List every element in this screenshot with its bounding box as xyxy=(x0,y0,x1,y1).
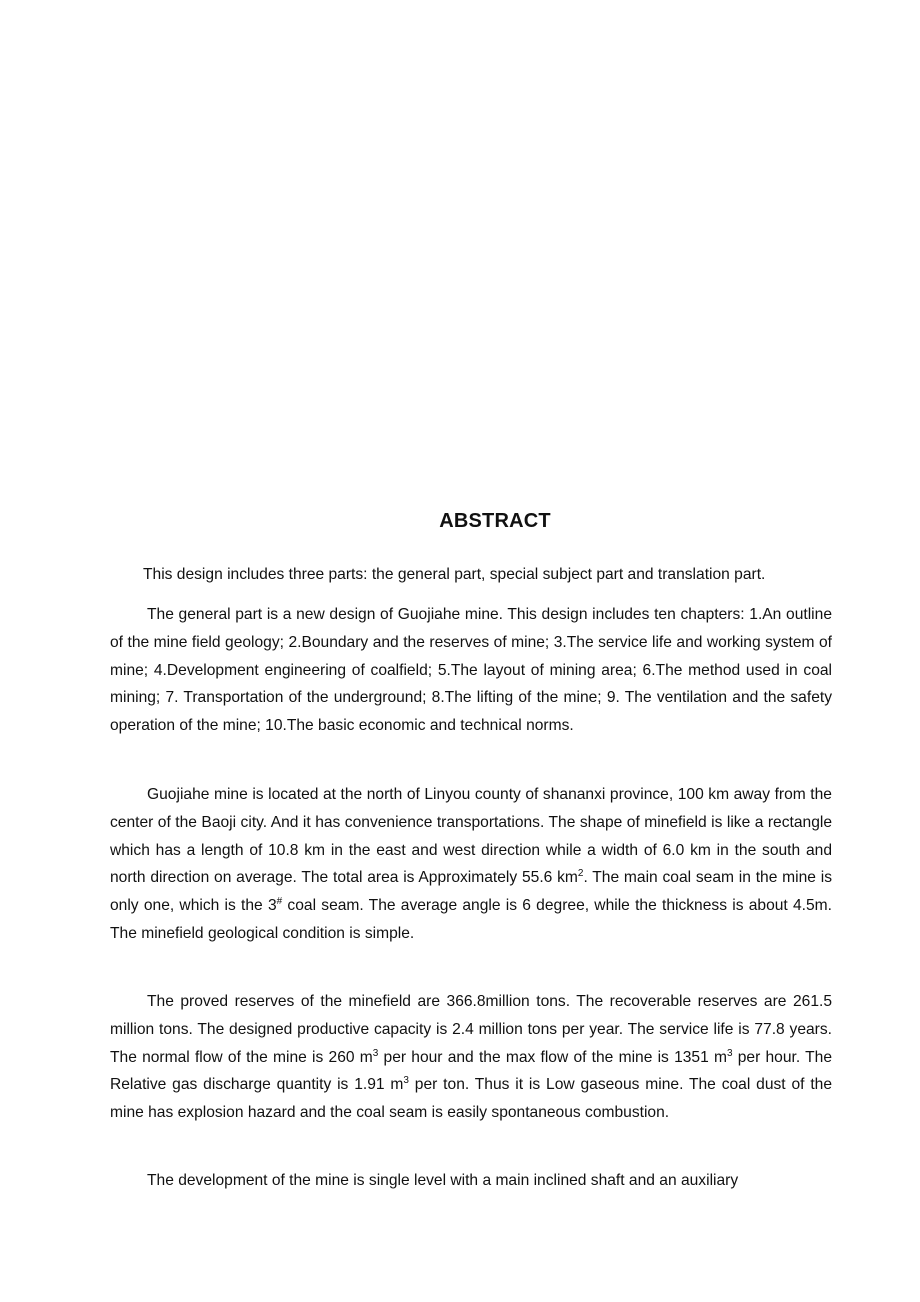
paragraph-general-part: The general part is a new design of Guojiahe mine. This design includes ten chapters: 1.An outline of the mine field geology; 2.Boundary and the reserves of mine; 3.The service life and working system of mine; 4.Development engineering of coalfield; 5.The layout of mining area; 6.The method used in coal mining; 7. Transportation of the underground; 8.The lifting of the mine; 9. The ventilation and the safety operation of the mine; 10.The basic economic and technical norms. xyxy=(110,606,832,735)
superscript-volume-unit: 3 xyxy=(372,1047,379,1059)
paragraph-mine-location: Guojiahe mine is located at the north of Linyou county of shananxi province, 100 km away from the center of the Baoji city. And it has convenience transportations. The shape of minefield is like a rectangle which has a length of 10.8 km in the east and west direction while a width of 6.0 km in the south and north direction on average. The total area is Approximately 55.6 $km^2$. The main coal seam in the mine is only one, which is the 3# coal seam. The average angle is 6 degree, while the thickness is about 4.5m. The minefield geological condition is simple. xyxy=(110,786,832,942)
paragraph-reserves: The proved reserves of the minefield are 366.8million tons. The recoverable reserves are 261.5 million tons. The designed productive capacity is 2.4 million tons per year. The service life is 77.8 years. The normal flow of the mine is 260 $m^3$ per hour and the max flow of the mine is 1351 $m^3$ per hour. The Relative gas discharge quantity is 1.91 $m^3$ per ton. Thus it is Low gaseous mine. The coal dust of the mine has explosion hazard and the coal seam is easily spontaneous combustion. xyxy=(110,993,832,1122)
abstract-title: ABSTRACT xyxy=(439,510,551,532)
superscript-seam-number: # xyxy=(276,896,283,907)
paragraph-development: The development of the mine is single level with a main inclined shaft and an auxiliary xyxy=(147,1172,739,1189)
superscript-volume-unit: 3 xyxy=(726,1047,733,1059)
paragraph-intro: This design includes three parts: the general part, special subject part and translation part. xyxy=(143,566,766,583)
superscript-volume-unit: 3 xyxy=(403,1075,409,1087)
superscript-area-unit: 2 xyxy=(577,868,584,880)
